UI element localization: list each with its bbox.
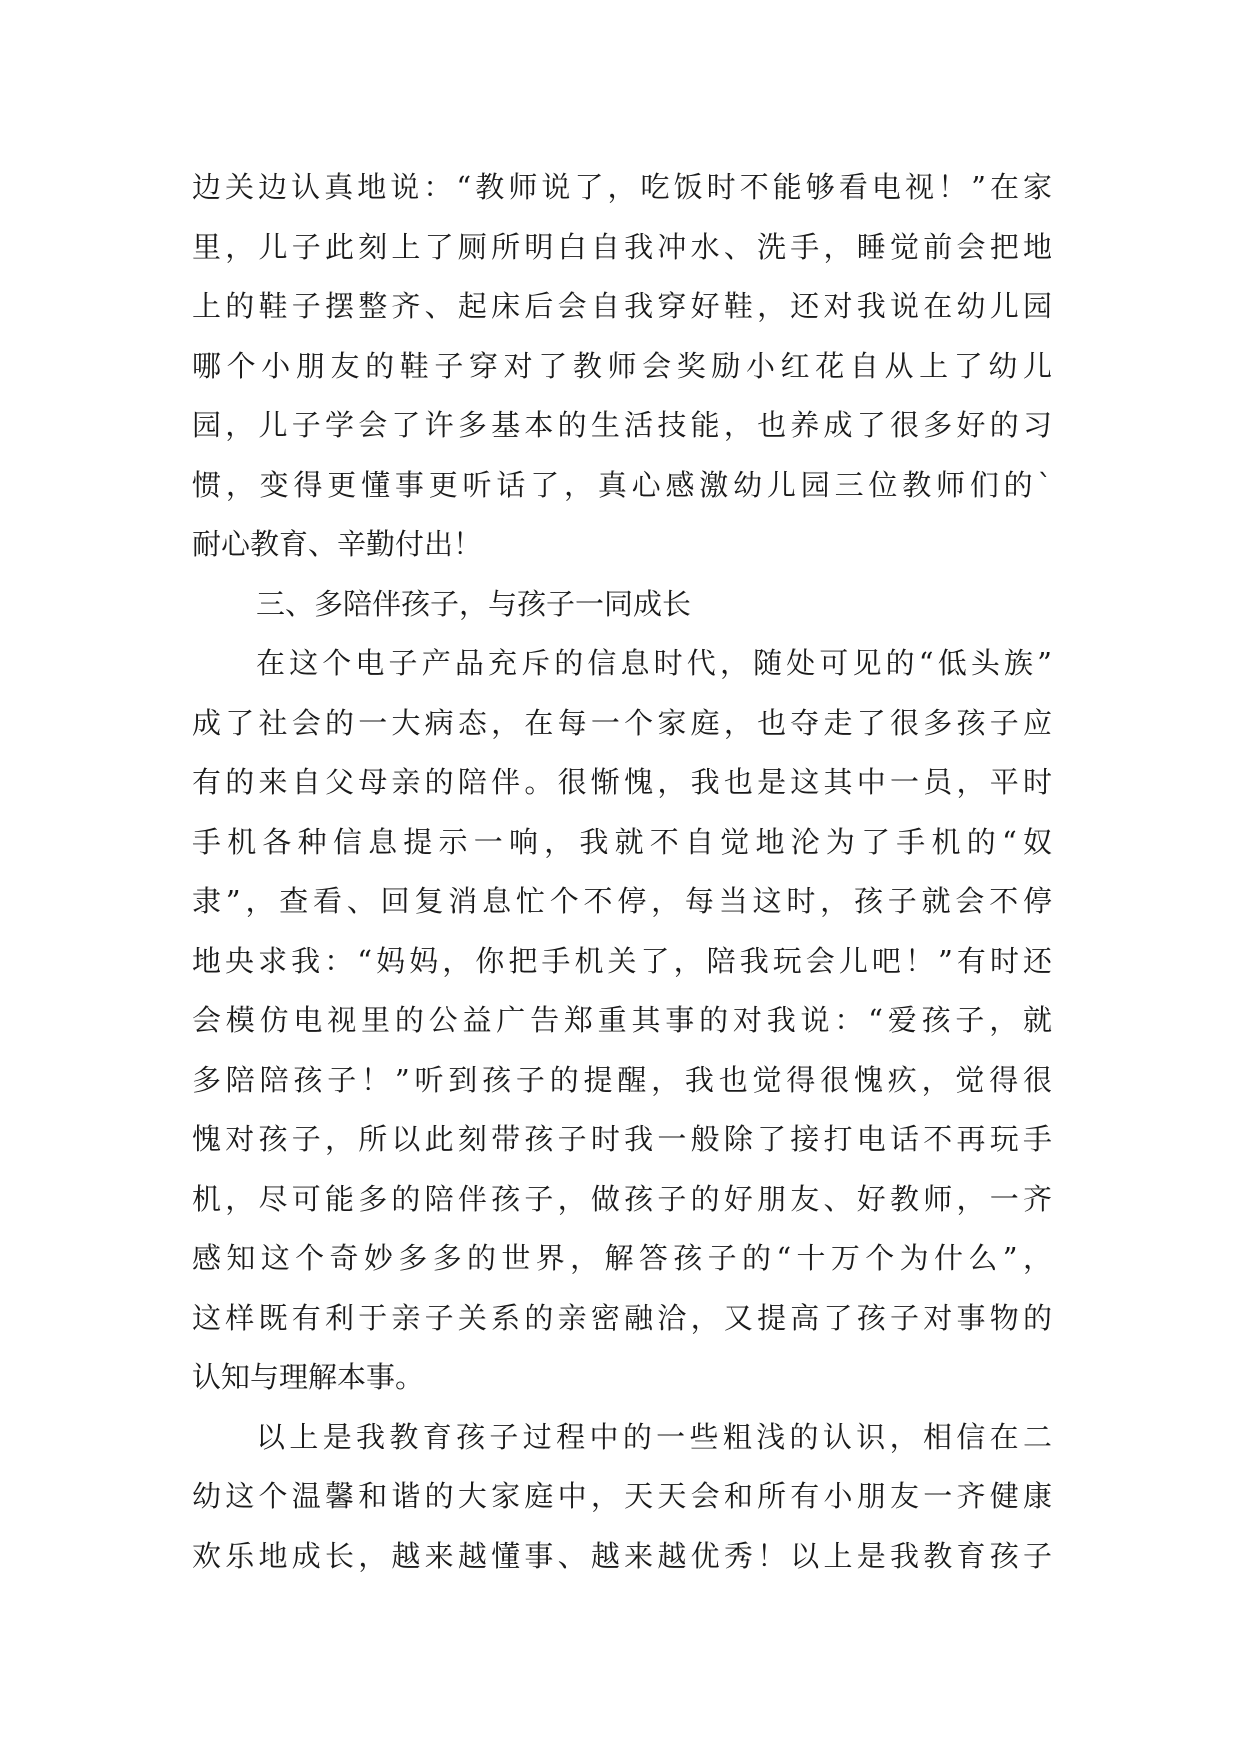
text-line: 里，儿子此刻上了厕所明白自我冲水、洗手，睡觉前会把地: [192, 229, 1052, 264]
text-line: 以上是我教育孩子过程中的一些粗浅的认识，相信在二: [256, 1419, 1052, 1454]
text-line: 欢乐地成长，越来越懂事、越来越优秀！以上是我教育孩子: [192, 1538, 1052, 1573]
text-line: 三、多陪伴孩子，与孩子一同成长: [256, 586, 692, 621]
text-line: 有的来自父母亲的陪伴。很惭愧，我也是这其中一员，平时: [192, 765, 1052, 799]
text-line: 机，尽可能多的陪伴孩子，做孩子的好朋友、好教师，一齐: [192, 1181, 1052, 1216]
text-line: 感知这个奇妙多多的世界，解答孩子的“十万个为什么”，: [192, 1241, 1052, 1275]
text-line: 在这个电子产品充斥的信息时代，随处可见的“低头族”: [256, 646, 1052, 680]
text-line: 认知与理解本事。: [192, 1360, 425, 1394]
text-line: 成了社会的一大病态，在每一个家庭，也夺走了很多孩子应: [192, 705, 1052, 740]
text-line: 幼这个温馨和谐的大家庭中，天天会和所有小朋友一齐健康: [192, 1479, 1052, 1513]
text-line: 惯，变得更懂事更听话了，真心感激幼儿园三位教师们的`: [192, 467, 1052, 502]
text-line: 耐心教育、辛勤付出！: [192, 527, 483, 561]
text-line: 会模仿电视里的公益广告郑重其事的对我说：“爱孩子，就: [192, 1003, 1052, 1037]
text-line: 园，儿子学会了许多基本的生活技能，也养成了很多好的习: [192, 408, 1052, 442]
text-line: 愧对孩子，所以此刻带孩子时我一般除了接打电话不再玩手: [192, 1122, 1052, 1156]
body-text: [192, 158, 1052, 1586]
text-line: 这样既有利于亲子关系的亲密融洽，又提高了孩子对事物的: [192, 1300, 1052, 1335]
text-line: 手机各种信息提示一响，我就不自觉地沦为了手机的“奴: [192, 824, 1052, 859]
text-line: 隶”，查看、回复消息忙个不停，每当这时，孩子就会不停: [192, 884, 1052, 918]
text-line: 多陪陪孩子！”听到孩子的提醒，我也觉得很愧疚，觉得很: [192, 1062, 1052, 1097]
text-line: 地央求我：“妈妈，你把手机关了，陪我玩会儿吧！”有时还: [192, 943, 1052, 978]
text-line: 边关边认真地说：“教师说了，吃饭时不能够看电视！”在家: [192, 170, 1052, 204]
text-line: 哪个小朋友的鞋子穿对了教师会奖励小红花自从上了幼儿: [192, 348, 1052, 383]
text-line: 上的鞋子摆整齐、起床后会自我穿好鞋，还对我说在幼儿园: [192, 289, 1052, 323]
